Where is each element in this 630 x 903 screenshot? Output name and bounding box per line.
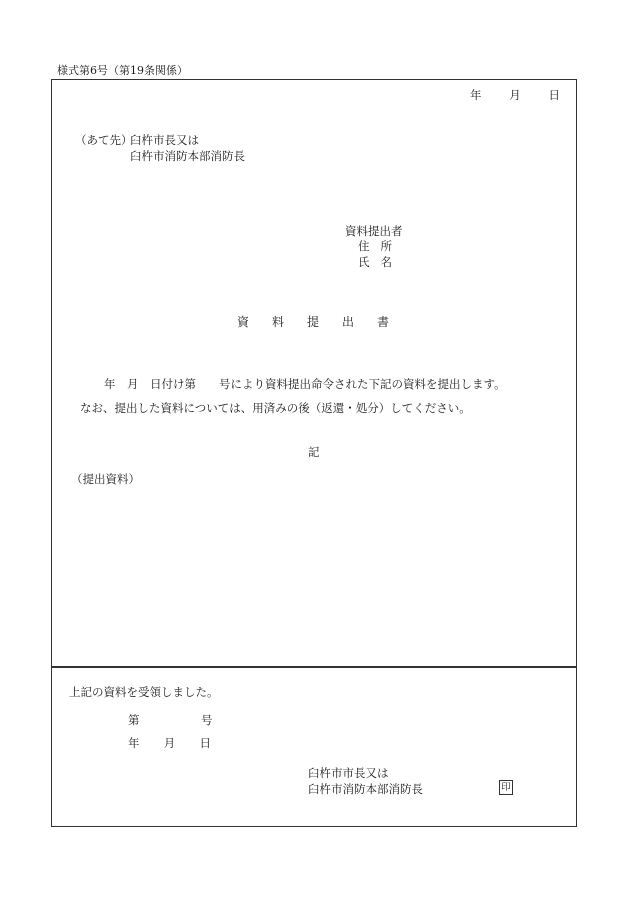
- addressee-line1: 臼杵市長又は: [130, 133, 199, 147]
- receipt-year-label: 年: [128, 736, 140, 750]
- ki-heading: 記: [308, 445, 320, 459]
- receipt-date: [128, 736, 211, 751]
- title-char: 書: [377, 315, 390, 329]
- title-char: 出: [342, 315, 355, 329]
- issuer-line2: 臼杵市消防本部消防長: [308, 782, 423, 796]
- date-day-label: 日: [548, 88, 560, 102]
- addressee-line2: 臼杵市消防本部消防長: [130, 149, 245, 163]
- submitter-address-label: 住所: [358, 239, 403, 253]
- date-year-label: 年: [470, 88, 482, 102]
- submitter-name-label: 氏名: [358, 255, 403, 269]
- receipt-day-label: 日: [199, 736, 211, 750]
- body-text-line1: 年 月 日付け第 号により資料提出命令された下記の資料を提出します。: [104, 377, 506, 391]
- submission-form-frame: [51, 79, 577, 667]
- body-text-line2: なお、提出した資料については、用済みの後（返還・処分）してください。: [80, 401, 471, 415]
- submitter-title: 資料提出者: [345, 224, 403, 238]
- title-char: 資: [237, 315, 250, 329]
- title-char: 料: [272, 315, 285, 329]
- receipt-number-prefix: 第: [128, 713, 140, 727]
- addressee-prefix: （あて先）: [75, 133, 133, 147]
- receipt-number-suffix: 号: [201, 713, 213, 727]
- document-title: [237, 315, 412, 331]
- issuer-line1: 臼杵市市長又は: [308, 766, 389, 780]
- receipt-statement: 上記の資料を受領しました。: [69, 685, 219, 699]
- date-month-label: 月: [509, 88, 521, 102]
- date-header: [470, 88, 560, 103]
- title-char: 提: [307, 315, 320, 329]
- seal-mark: 印: [499, 780, 513, 795]
- materials-label: （提出資料）: [71, 472, 140, 486]
- receipt-month-label: 月: [163, 736, 176, 750]
- form-number: 様式第6号（第19条関係）: [57, 64, 188, 77]
